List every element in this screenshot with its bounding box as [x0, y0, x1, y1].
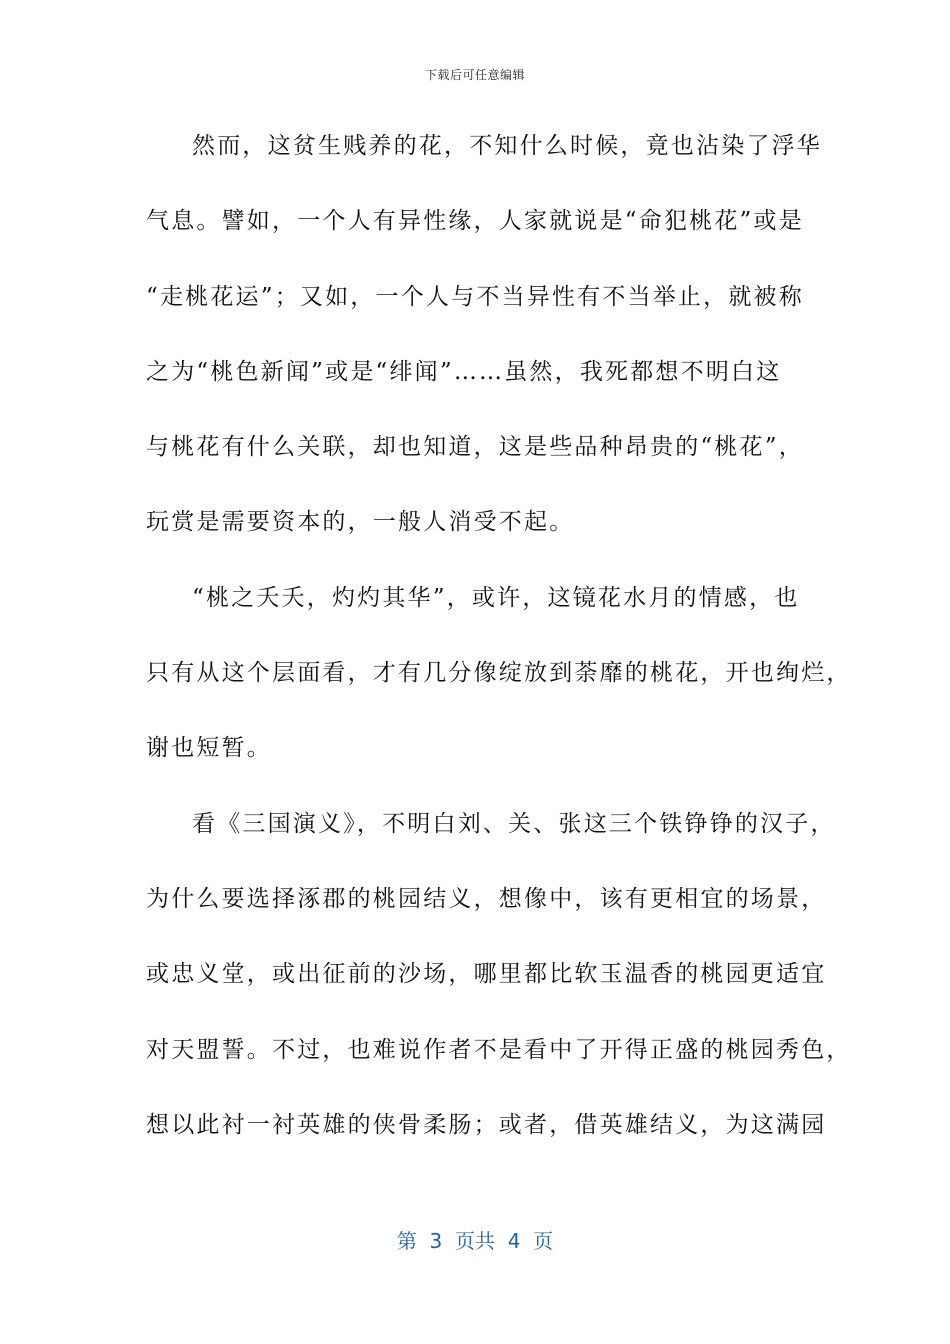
text-line: 想以此衬一衬英雄的侠骨柔肠；或者，借英雄结义，为这满园 — [146, 1111, 827, 1138]
text-line: 为什么要选择涿郡的桃园结义，想像中，该有更相宜的场景， — [146, 885, 827, 912]
text-line: 对天盟誓。不过，也难说作者不是看中了开得正盛的桃园秀色， — [146, 1036, 852, 1063]
page-header: 下载后可任意编辑 — [424, 68, 525, 82]
document-body — [146, 120, 852, 1174]
text-line: 与桃花有什么关联，却也知道，这是些品种昂贵的“桃花”， — [146, 434, 804, 461]
text-line: 看《三国演义》，不明白刘、关、张这三个铁铮铮的汉子， — [192, 810, 836, 837]
text-line: 气息。譬如，一个人有异性缘，人家就说是“命犯桃花”或是 — [146, 208, 804, 235]
text-line: 玩赏是需要资本的，一般人消受不起。 — [146, 509, 575, 536]
text-line: 然而，这贫生贱养的花，不知什么时候，竟也沾染了浮华 — [192, 133, 822, 159]
text-line: 谢也短暂。 — [146, 735, 272, 762]
page-footer: 第 3 页共 4 页 — [396, 1229, 554, 1253]
text-line: “走桃花运”；又如，一个人与不当异性有不当举止，就被称 — [146, 283, 804, 310]
text-line: 或忠义堂，或出征前的沙场，哪里都比软玉温香的桃园更适宜 — [146, 961, 827, 988]
text-line: “桃之夭夭，灼灼其华”，或许，这镜花水月的情感，也 — [192, 584, 800, 611]
text-line: 之为“桃色新闻”或是“绯闻”……虽然，我死都想不明白这 — [146, 358, 782, 385]
text-line: 只有从这个层面看，才有几分像绽放到荼靡的桃花，开也绚烂， — [146, 660, 852, 687]
